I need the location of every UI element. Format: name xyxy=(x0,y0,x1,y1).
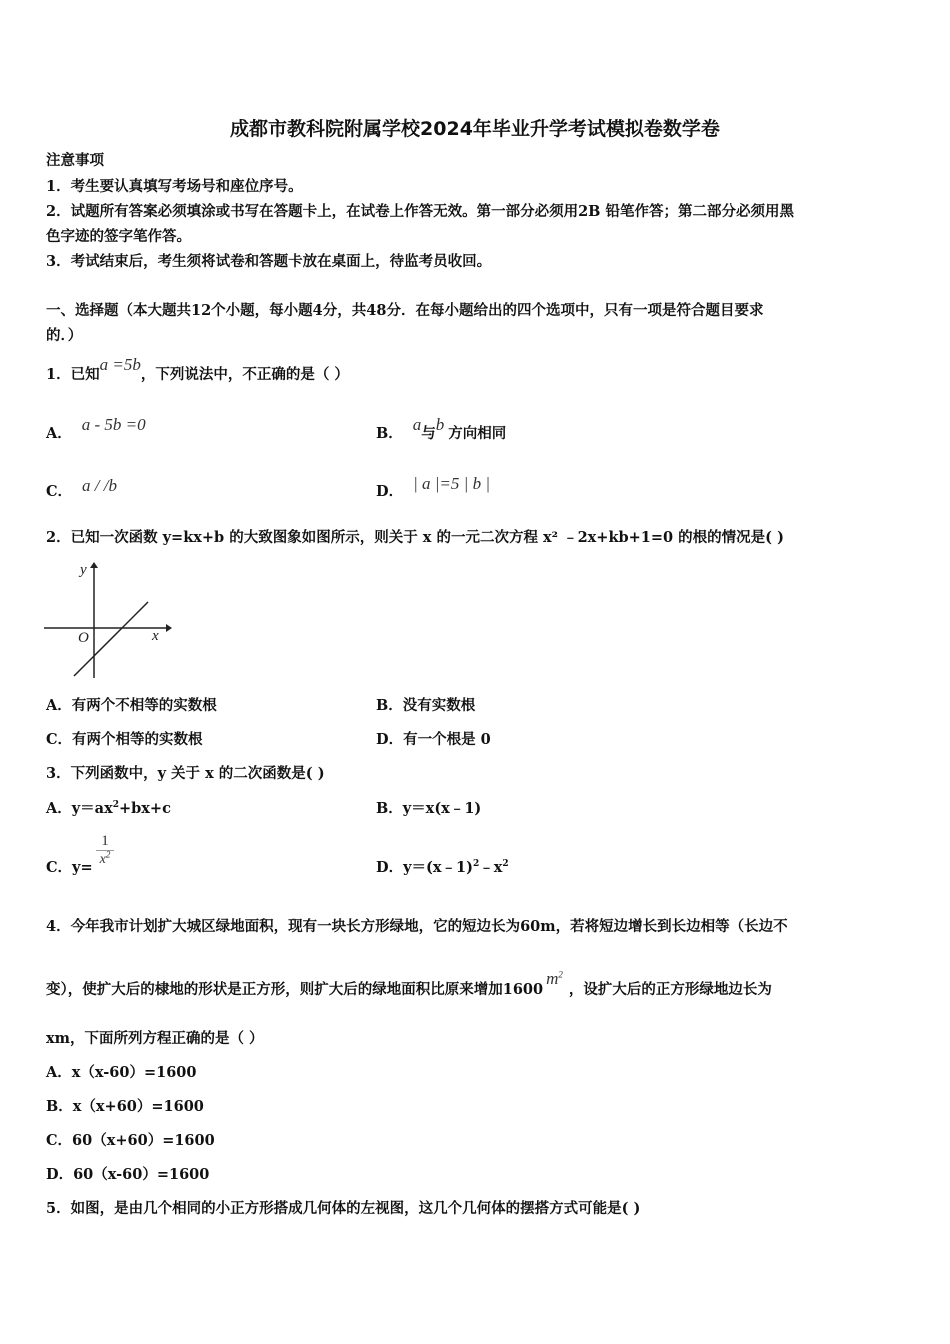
q3-d-sup: 2 xyxy=(472,859,480,870)
q3-a-sup: 2 xyxy=(112,800,119,811)
linear-function-graph xyxy=(42,560,172,680)
notice-item-3: 3．考试结束后，考生须将试卷和答题卡放在桌面上，待监考员收回。 xyxy=(46,253,492,270)
option-label: B． xyxy=(376,425,403,442)
q4-option-d[interactable]: D．60（x-60）=1600 xyxy=(46,1166,210,1183)
option-label: D． xyxy=(376,483,404,500)
y-axis-label: y xyxy=(80,562,87,578)
option-label: C． xyxy=(46,483,73,500)
q2-option-a[interactable]: A．有两个不相等的实数根 xyxy=(46,697,217,714)
q3-d-sup2: 2 xyxy=(502,859,509,870)
q3-d-pre: D．y＝(x﹣1) xyxy=(376,859,473,876)
q1-d-math: | a |=5 | b | xyxy=(413,474,490,493)
q3-d-post: ﹣x xyxy=(479,859,503,876)
q3-a-pre: A．y＝ax xyxy=(46,800,113,817)
q1-option-d[interactable] xyxy=(376,474,490,505)
q1-option-a[interactable] xyxy=(46,415,146,447)
q1-b-mid: 与 xyxy=(421,425,436,442)
section-heading-cont: 的．） xyxy=(46,327,83,344)
origin-label: O xyxy=(78,630,89,646)
q1-option-c[interactable] xyxy=(46,478,117,505)
x-axis-arrow xyxy=(166,624,172,632)
notice-item-1: 1．考生要认真填写考场号和座位序号。 xyxy=(46,178,303,195)
q4-option-c[interactable]: C．60（x+60）=1600 xyxy=(46,1132,215,1149)
q3-c-fraction xyxy=(96,832,114,869)
q4-line2-pre: 变），使扩大后的棣地的形状是正方形，则扩大后的绿地面积比原来增加1600 xyxy=(46,981,544,998)
notice-item-2-cont: 色字迹的签字笔作答。 xyxy=(46,228,191,245)
q1-b-b: b xyxy=(435,415,445,434)
question-1 xyxy=(46,355,349,388)
question-3: 3．下列函数中，y 关于 x 的二次函数是( ) xyxy=(46,765,325,782)
y-axis-arrow xyxy=(90,562,98,568)
notice-heading: 注意事项 xyxy=(46,152,104,169)
q3-c-den-base: x xyxy=(99,852,106,867)
q3-option-a[interactable] xyxy=(46,796,171,822)
question-4-line2 xyxy=(46,969,772,1003)
q3-c-den-sup: 2 xyxy=(105,849,111,860)
q4-unit-base: m xyxy=(546,969,559,988)
q3-option-d[interactable] xyxy=(376,855,509,881)
q4-option-b[interactable]: B．x（x+60）=1600 xyxy=(46,1098,204,1115)
q3-option-c[interactable] xyxy=(46,855,93,881)
q4-line2-post: ，设扩大后的正方形绿地边长为 xyxy=(568,981,772,998)
q1-b-post: 方向相同 xyxy=(448,425,507,442)
section-heading: 一、选择题（本大题共12个小题，每小题4分，共48分．在每小题给出的四个选项中，只有一项是符合题目要求 xyxy=(46,302,764,319)
question-5: 5．如图，是由几个相同的小正方形搭成几何体的左视图，这几个几何体的摆搭方式可能是( ) xyxy=(46,1200,641,1217)
q4-unit xyxy=(546,969,563,988)
q3-a-post: +bx+c xyxy=(118,800,171,817)
q3-option-b[interactable]: B．y＝x(x﹣1) xyxy=(376,800,482,817)
option-label: A． xyxy=(46,425,72,442)
q1-math: a =5b xyxy=(99,355,141,374)
q3-c-numerator: 1 xyxy=(101,833,109,849)
question-4: 4．今年我市计划扩大城区绿地面积，现有一块长方形绿地，它的短边长为60m，若将短边增长到长边相等（长边不 xyxy=(46,918,788,935)
q3-c-pre: C．y= xyxy=(46,859,93,876)
notice-item-2: 2．试题所有答案必须填涂或书写在答题卡上，在试卷上作答无效。第一部分必须用2B 铅笔作答；第二部分必须用黑 xyxy=(46,203,794,220)
q1-b-a: a xyxy=(412,415,422,434)
q2-option-b[interactable]: B．没有实数根 xyxy=(376,697,476,714)
question-4-line3: xm，下面所列方程正确的是（ ） xyxy=(46,1030,264,1047)
q1-c-math: a / /b xyxy=(82,476,117,495)
q1-a-math: a - 5b =0 xyxy=(81,415,146,434)
q3-c-denominator xyxy=(96,850,114,869)
page-title: 成都市教科院附属学校2024年毕业升学考试模拟卷数学卷 xyxy=(230,118,720,140)
q1-option-b[interactable] xyxy=(376,415,507,447)
q4-option-a[interactable]: A．x（x-60）=1600 xyxy=(46,1064,197,1081)
q1-post: ，下列说法中，不正确的是（ ） xyxy=(140,366,349,383)
x-axis-label: x xyxy=(152,628,159,644)
q2-option-d[interactable]: D．有一个根是 0 xyxy=(376,731,491,748)
q4-unit-sup: 2 xyxy=(558,969,563,980)
question-2: 2．已知一次函数 y=kx+b 的大致图象如图所示，则关于 x 的一元二次方程 x² ﹣2x+kb+1=0 的根的情况是( ) xyxy=(46,529,784,546)
q1-pre: 1．已知 xyxy=(46,366,100,383)
q2-option-c[interactable]: C．有两个相等的实数根 xyxy=(46,731,203,748)
